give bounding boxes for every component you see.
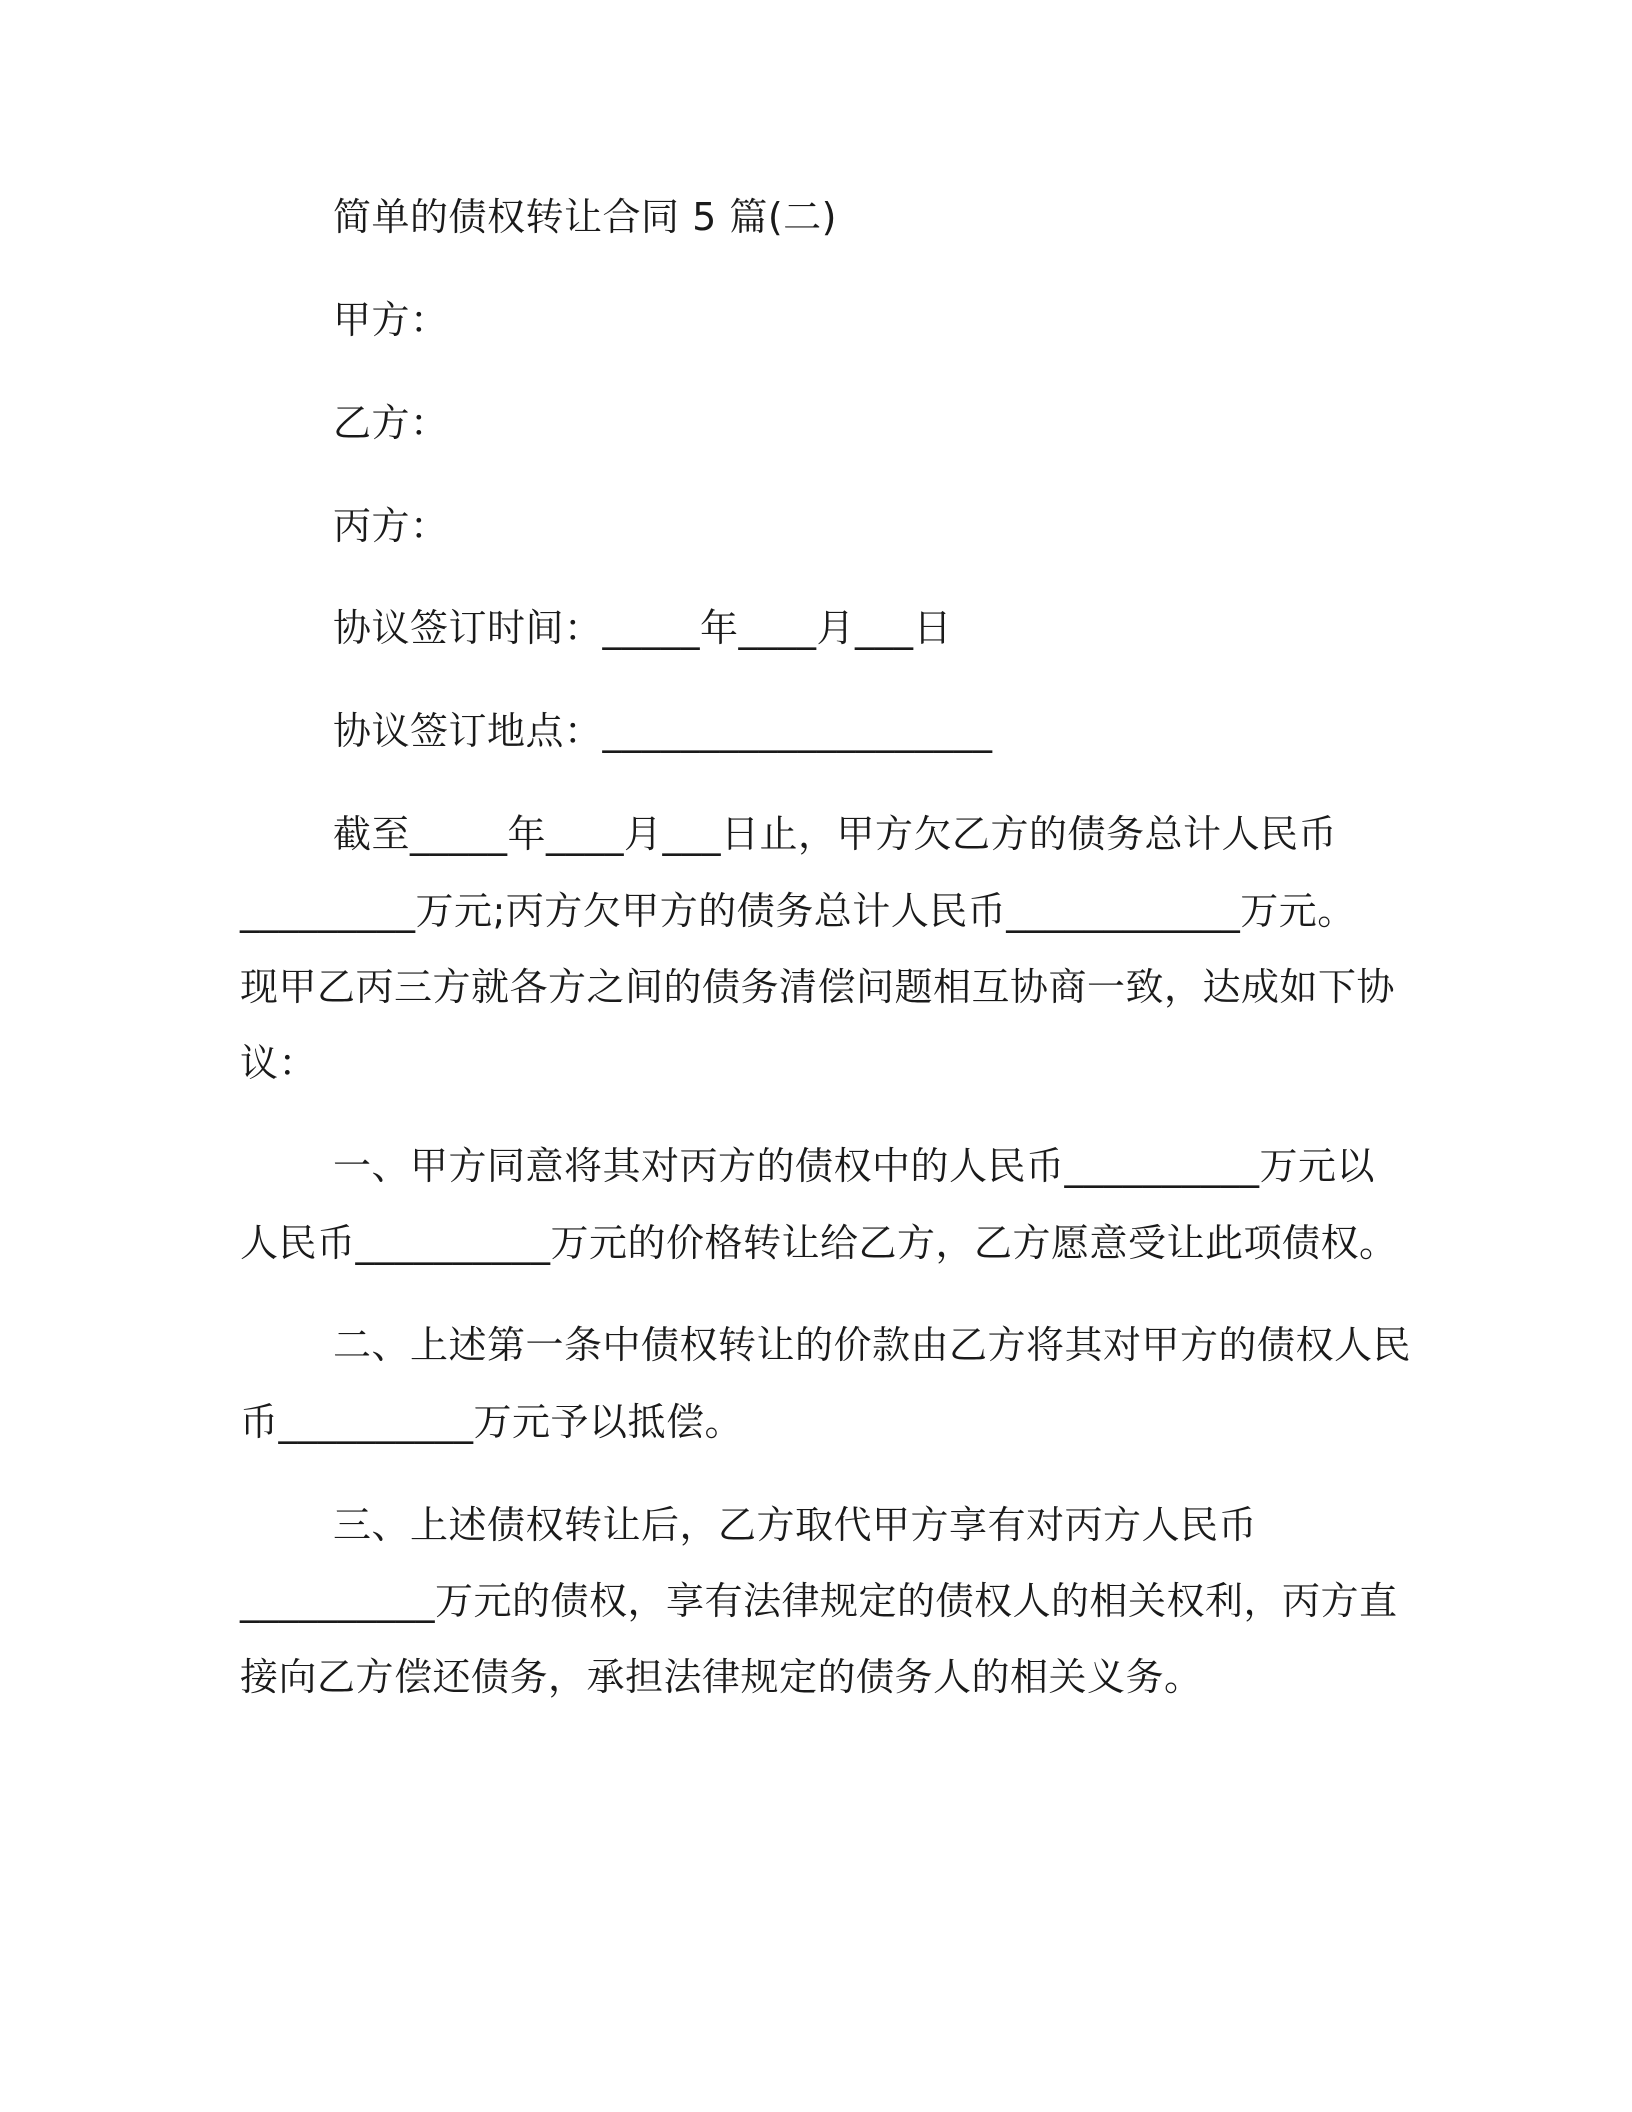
paragraph-line: _________万元;丙方欠甲方的债务总计人民币____________万元。 <box>240 889 1356 933</box>
paragraph-line: 币__________万元予以抵偿。 <box>240 1400 744 1444</box>
paragraph-line: 现甲乙丙三方就各方之间的债务清偿问题相互协商一致，达成如下协 <box>240 965 1396 1009</box>
paragraph-line: 三、上述债权转让后，乙方取代甲方享有对丙方人民币 <box>333 1503 1258 1547</box>
paragraph-line: 议： <box>240 1041 318 1085</box>
paragraph-line: 接向乙方偿还债务，承担法律规定的债务人的相关义务。 <box>240 1655 1203 1699</box>
party-b-label: 乙方： <box>333 401 449 445</box>
paragraph-line: 截至_____年____月___日止，甲方欠乙方的债务总计人民币 <box>333 812 1338 856</box>
sign-place-line: 协议签订地点：____________________ <box>333 709 993 753</box>
paragraph-line: 人民币__________万元的价格转让给乙方，乙方愿意受让此项债权。 <box>240 1221 1398 1265</box>
party-a-label: 甲方： <box>333 298 449 342</box>
paragraph-line: 一、甲方同意将其对丙方的债权中的人民币__________万元以 <box>333 1144 1376 1188</box>
sign-time-line: 协议签订时间：_____年____月___日 <box>333 606 953 650</box>
paragraph-line: __________万元的债权，享有法律规定的债权人的相关权利，丙方直 <box>240 1579 1398 1623</box>
document-title: 简单的债权转让合同 5 篇(二) <box>333 195 837 239</box>
paragraph-line: 二、上述第一条中债权转让的价款由乙方将其对甲方的债权人民 <box>333 1323 1412 1367</box>
party-c-label: 丙方： <box>333 504 449 548</box>
